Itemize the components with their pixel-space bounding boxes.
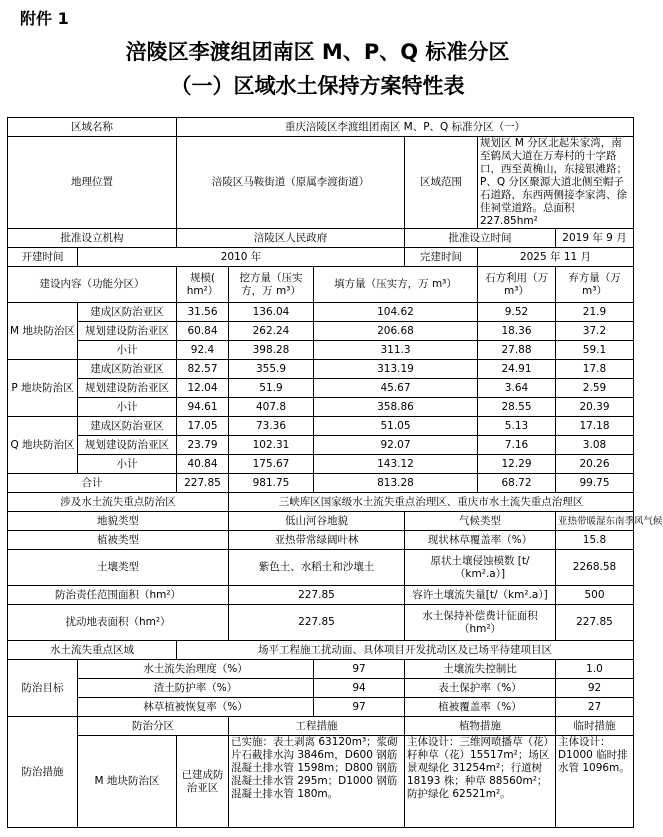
cell-fill: 92.07 (314, 436, 478, 455)
cell-fill: 104.62 (314, 303, 478, 322)
cell-label: 现状林草覆盖率（%） (405, 531, 556, 550)
subzone-name: 规划建设防治亚区 (78, 379, 177, 398)
table-row (8, 512, 634, 531)
table-row (8, 360, 634, 379)
header-waste: 弃方量（万 m³） (556, 267, 634, 303)
cell-value: 重庆涪陵区李渡组团南区 M、P、Q 标准分区（一） (177, 118, 634, 137)
table-total-row (8, 474, 634, 493)
cell-value: 紫色土、水稻土和沙壤土 (229, 550, 405, 586)
cell-cut: 51.9 (229, 379, 314, 398)
cell-value: 三峡库区国家级水土流失重点治理区、重庆市水土流失重点治理区 (229, 493, 634, 512)
header-engineering: 工程措施 (229, 717, 405, 736)
cell-cut: 398.28 (229, 341, 314, 360)
cell-scale: 94.61 (177, 398, 229, 417)
measures-subzone: 已建成防治亚区 (177, 736, 229, 828)
cell-cut: 102.31 (229, 436, 314, 455)
cell-fill: 358.86 (314, 398, 478, 417)
cell-label: 水土保持补偿费计征面积（hm²） (405, 605, 556, 641)
subzone-name: 小计 (78, 455, 177, 474)
table-header-row (8, 717, 634, 736)
cell-cut: 175.67 (229, 455, 314, 474)
cell-cut: 407.8 (229, 398, 314, 417)
table-row (8, 303, 634, 322)
cell-label: 土壤类型 (8, 550, 229, 586)
header-fill: 填方量（压实方，万 m³） (314, 267, 478, 303)
cell-scale: 17.05 (177, 417, 229, 436)
cell-stone: 24.91 (478, 360, 556, 379)
cell-value: 2010 年 (78, 248, 405, 267)
cell-label: 开建时间 (8, 248, 78, 267)
cell-value: 15.8 (556, 531, 634, 550)
cell-value: 500 (556, 586, 634, 605)
header-scale: 规模( hm²） (177, 267, 229, 303)
table-row (8, 118, 634, 137)
table-row (8, 137, 634, 229)
cell-label: 原状土壤侵蚀模数 [t/（km².a）] (405, 550, 556, 586)
page-subtitle: （一）区域水土保持方案特性表 (170, 74, 465, 98)
cell-fill: 206.68 (314, 322, 478, 341)
subzone-name: 建成区防治亚区 (78, 303, 177, 322)
cell-value: 涪陵区人民政府 (177, 229, 405, 248)
cell-value: 低山河谷地貌 (229, 512, 405, 531)
table-row (8, 436, 634, 455)
cell-stone: 12.29 (478, 455, 556, 474)
table-row (8, 698, 634, 717)
cell-label: 完建时间 (405, 248, 478, 267)
subzone-name: 规划建设防治亚区 (78, 322, 177, 341)
cell-label: 气候类型 (405, 512, 556, 531)
cell-waste: 17.18 (556, 417, 634, 436)
characteristics-table (7, 117, 663, 828)
table-row (8, 455, 634, 474)
cell-value: 97 (314, 660, 405, 679)
cell-value: 1.0 (556, 660, 634, 679)
cell-value: 2019 年 9 月 (556, 229, 634, 248)
cell-value: 227.85 (229, 586, 405, 605)
table-row (8, 248, 634, 267)
cell-cut: 136.04 (229, 303, 314, 322)
cell-label: 地貌类型 (8, 512, 229, 531)
cell-value: 亚热带暖湿东南季风气候 (556, 512, 634, 531)
table-row (8, 493, 634, 512)
cell-label: 土壤流失控制比 (405, 660, 556, 679)
table-row (8, 417, 634, 436)
cell-waste: 20.39 (556, 398, 634, 417)
cell-waste: 37.2 (556, 322, 634, 341)
total-label: 合计 (8, 474, 177, 493)
cell-label: 批准设立时间 (405, 229, 556, 248)
cell-stone: 27.88 (478, 341, 556, 360)
table-row (8, 660, 634, 679)
cell-label: 区域名称 (8, 118, 177, 137)
cell-waste: 21.9 (556, 303, 634, 322)
header-plant: 植物措施 (405, 717, 556, 736)
cell-value: 227.85 (229, 605, 405, 641)
cell-label: 容许土壤流失量[t/（km².a）] (405, 586, 556, 605)
table-row (8, 679, 634, 698)
cell-scale: 40.84 (177, 455, 229, 474)
subzone-name: 小计 (78, 341, 177, 360)
subzone-name: 小计 (78, 398, 177, 417)
cell-value: 涪陵区马鞍街道（原属李渡街道） (177, 137, 405, 229)
cell-label: 涉及水土流失重点防治区 (8, 493, 229, 512)
cell-value: 2025 年 11 月 (478, 248, 634, 267)
table-row (8, 736, 634, 828)
header-cut: 挖方量（压实方，万 m³） (229, 267, 314, 303)
cell-label: 植被类型 (8, 531, 229, 550)
cell-fill: 45.67 (314, 379, 478, 398)
cell-value: 2268.58 (556, 550, 634, 586)
cell-waste: 3.08 (556, 436, 634, 455)
header-stone: 石方利用（万 m³） (478, 267, 556, 303)
cell-scale: 60.84 (177, 322, 229, 341)
table-row (8, 550, 634, 586)
cell-label: 扰动地表面积（hm²） (8, 605, 229, 641)
total-cut: 981.75 (229, 474, 314, 493)
cell-value: 92 (556, 679, 634, 698)
cell-label: 林草植被恢复率（%） (78, 698, 314, 717)
cell-label: 植被覆盖率（%） (405, 698, 556, 717)
cell-fill: 143.12 (314, 455, 478, 474)
table-row (8, 398, 634, 417)
cell-scale: 12.04 (177, 379, 229, 398)
total-fill: 813.28 (314, 474, 478, 493)
header-zone: 防治分区 (78, 717, 229, 736)
zone-name: Q 地块防治区 (8, 417, 78, 474)
table-header-row (8, 267, 634, 303)
cell-scale: 82.57 (177, 360, 229, 379)
table-row (8, 341, 634, 360)
cell-scale: 31.56 (177, 303, 229, 322)
cell-label: 渣土防护率（%） (78, 679, 314, 698)
cell-waste: 59.1 (556, 341, 634, 360)
cell-fill: 311.3 (314, 341, 478, 360)
table-row (8, 641, 634, 660)
cell-stone: 9.52 (478, 303, 556, 322)
cell-scale: 92.4 (177, 341, 229, 360)
cell-label: 防治责任范围面积（hm²） (8, 586, 229, 605)
cell-value: 场平工程施工扰动面、具体项目开发扰动区及已场平待建项目区 (177, 641, 634, 660)
cell-waste: 17.8 (556, 360, 634, 379)
measures-label: 防治措施 (8, 717, 78, 828)
total-waste: 99.75 (556, 474, 634, 493)
table-row (8, 531, 634, 550)
zone-name: M 地块防治区 (8, 303, 78, 360)
cell-cut: 73.36 (229, 417, 314, 436)
table-row (8, 322, 634, 341)
cell-label: 水土流失治理度（%） (78, 660, 314, 679)
page-title: 涪陵区李渡组团南区 M、P、Q 标准分区 (125, 40, 510, 64)
cell-label: 区域范围 (405, 137, 478, 229)
cell-label: 水土流失重点区域 (8, 641, 177, 660)
cell-value: 97 (314, 698, 405, 717)
table-row (8, 586, 634, 605)
cell-label: 批准设立机构 (8, 229, 177, 248)
measures-zone: M 地块防治区 (78, 736, 177, 828)
cell-value: 27 (556, 698, 634, 717)
cell-stone: 3.64 (478, 379, 556, 398)
cell-stone: 18.36 (478, 322, 556, 341)
cell-value: 227.85 (556, 605, 634, 641)
cell-cut: 355.9 (229, 360, 314, 379)
subzone-name: 建成区防治亚区 (78, 360, 177, 379)
cell-stone: 5.13 (478, 417, 556, 436)
subzone-name: 规划建设防治亚区 (78, 436, 177, 455)
cell-stone: 28.55 (478, 398, 556, 417)
cell-label: 表土保护率（%） (405, 679, 556, 698)
table-row (8, 379, 634, 398)
cell-value: 94 (314, 679, 405, 698)
attachment-label: 附件 1 (20, 9, 69, 28)
targets-label: 防治目标 (8, 660, 78, 717)
table-row (8, 229, 634, 248)
subzone-name: 建成区防治亚区 (78, 417, 177, 436)
cell-waste: 20.26 (556, 455, 634, 474)
cell-cut: 262.24 (229, 322, 314, 341)
total-scale: 227.85 (177, 474, 229, 493)
table-row (8, 605, 634, 641)
cell-fill: 51.05 (314, 417, 478, 436)
header-content: 建设内容（功能分区） (8, 267, 177, 303)
cell-scale: 23.79 (177, 436, 229, 455)
cell-stone: 7.16 (478, 436, 556, 455)
cell-value: 规划区 M 分区北起朱家湾，南至鹤凤大道在万寿村的十字路口，西至黄桷山，东接银滩路；P、Q 分区聚源大道北侧至帽子石道路，东西两侧接李家湾、徐佳祠堂道路。总面积 227.85hm² (478, 137, 634, 229)
measures-temporary: 主体设计：D1000 临时排水管 1096m。 (556, 736, 634, 828)
cell-fill: 313.19 (314, 360, 478, 379)
cell-waste: 2.59 (556, 379, 634, 398)
header-temporary: 临时措施 (556, 717, 634, 736)
measures-engineering: 已实施：表土剥离 63120m³；浆砌片石截排水沟 3846m，D600 钢筋混凝土排水管 1598m；D800 钢筋混凝土排水管 295m；D1000 钢筋混凝土排水管 180m。 (229, 736, 405, 828)
cell-label: 地理位置 (8, 137, 177, 229)
measures-plant: 主体设计：三维网喷播草（花）籽种草（花）15517m²；场区景观绿化 31254m²；行道树 18193 株；种草 88560m²；防护绿化 62521m²。 (405, 736, 556, 828)
cell-value: 亚热带常绿阔叶林 (229, 531, 405, 550)
zone-name: P 地块防治区 (8, 360, 78, 417)
total-stone: 68.72 (478, 474, 556, 493)
